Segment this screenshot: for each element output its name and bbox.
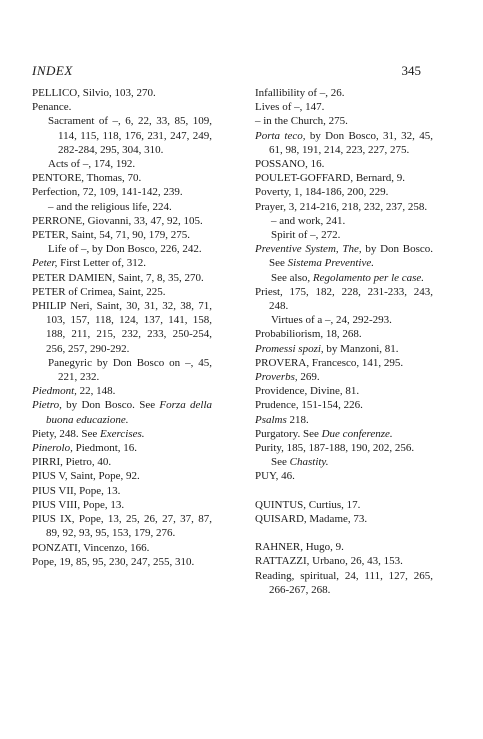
index-entry [32, 285, 212, 299]
index-subentry [32, 157, 212, 171]
letter-gap [255, 526, 433, 540]
entry-text: PENTORE, Thomas, 70. [32, 172, 142, 185]
index-subentry [32, 200, 212, 214]
entry-text: – in the Church, 275. [255, 115, 348, 128]
index-subentry [255, 214, 433, 228]
entry-text: 22, 148. [76, 385, 116, 398]
index-subentry [255, 313, 433, 327]
index-subentry [32, 242, 212, 256]
entry-text: Sacrament of –, 6, 22, 33, 85, 109, 114, 115, 118, 176, 231, 247, 249, 282-284, 295, 304, 310. [48, 115, 212, 156]
entry-text: PIUS VII, Pope, 13. [32, 484, 121, 497]
running-header: INDEX [32, 63, 73, 78]
index-entry [32, 427, 212, 441]
index-entry [32, 185, 212, 199]
index-column-right [255, 86, 433, 597]
entry-text: PROVERA, Francesco, 141, 295. [255, 356, 404, 369]
index-entry [255, 285, 433, 313]
index-entry [32, 384, 212, 398]
index-entry [255, 171, 433, 185]
index-entry [32, 398, 212, 426]
entry-text: PUY, 46. [255, 470, 295, 483]
entry-text: PETER, Saint, 54, 71, 90, 179, 275. [32, 229, 190, 242]
entry-text: by Manzoni, 81. [323, 342, 399, 355]
entry-text: Reading, spiritual, 24, 111, 127, 265, 266-267, 268. [255, 569, 433, 596]
index-entry [255, 469, 433, 483]
index-entry [255, 157, 433, 171]
entry-title-italic: Peter, [32, 257, 58, 270]
index-entry [255, 356, 433, 370]
index-entry [32, 541, 212, 555]
index-entry [255, 86, 433, 100]
entry-text: Pope, 19, 85, 95, 230, 247, 255, 310. [32, 555, 195, 568]
entry-text: Perfection, 72, 109, 141-142, 239. [32, 186, 183, 199]
entry-title-italic: Promessi spozi, [255, 342, 324, 355]
entry-text: Panegyric by Don Bosco on –, 45, 221, 232. [48, 356, 212, 384]
index-entry [32, 484, 212, 498]
entry-text: PETER DAMIEN, Saint, 7, 8, 35, 270. [32, 271, 204, 284]
page-number: 345 [401, 63, 421, 78]
entry-text: PHILIP Neri, Saint, 30, 31, 32, 38, 71, 103, 157, 118, 124, 137, 141, 158, 188, 211, 215, 232, 233, 250-254, 256, 257, 290-292. [32, 300, 212, 355]
entry-title-italic: Porta teco, [255, 129, 306, 142]
entry-text: Prudence, 151-154, 226. [255, 399, 363, 412]
index-subentry [255, 271, 433, 285]
index-entry [32, 512, 212, 540]
entry-text: Spirit of –, 272. [271, 229, 341, 242]
entry-text: See [271, 456, 290, 469]
entry-text: 269. [297, 371, 320, 384]
index-entry [255, 342, 433, 356]
index-entry [255, 569, 433, 597]
entry-title-italic: Psalms [255, 413, 287, 426]
entry-text: RAHNER, Hugo, 9. [255, 541, 344, 554]
entry-text: POSSANO, 16. [255, 158, 325, 171]
index-subentry [32, 114, 212, 157]
index-entry [32, 228, 212, 242]
index-entry [255, 129, 433, 157]
index-entry [32, 299, 212, 356]
index-entry [255, 200, 433, 214]
entry-text: QUISARD, Madame, 73. [255, 512, 368, 525]
index-entry [255, 498, 433, 512]
index-entry [255, 427, 433, 441]
cross-reference-italic: Exercises. [100, 427, 145, 440]
index-entry [255, 413, 433, 427]
letter-gap [255, 484, 433, 498]
entry-text: Lives of –, 147. [255, 101, 325, 114]
cross-reference-italic: Forza della buona educazione. [46, 399, 212, 426]
entry-text: Infallibility of –, 26. [255, 87, 345, 99]
entry-text: Purity, 185, 187-188, 190, 202, 256. [255, 442, 415, 455]
index-entry [32, 498, 212, 512]
entry-text: Piedmont, 16. [72, 442, 138, 455]
entry-text: Poverty, 1, 184-186, 200, 229. [255, 186, 389, 199]
entry-text: PIUS V, Saint, Pope, 92. [32, 470, 140, 483]
index-entry [255, 441, 433, 455]
index-subentry [255, 455, 433, 469]
entry-text: POULET-GOFFARD, Bernard, 9. [255, 172, 406, 185]
entry-title-italic: Preventive System, The, [255, 243, 362, 256]
entry-text: – and work, 241. [271, 214, 346, 227]
entry-text: 218. [286, 413, 309, 426]
entry-text: Acts of –, 174, 192. [48, 158, 136, 171]
entry-text: See also, [271, 271, 313, 284]
entry-text: Life of –, by Don Bosco, 226, 242. [48, 243, 202, 256]
entry-title-italic: Piedmont, [32, 385, 77, 398]
entry-text: QUINTUS, Curtius, 17. [255, 498, 361, 511]
entry-text: Piety, 248. See [32, 427, 101, 440]
index-entry [255, 327, 433, 341]
index-entry [32, 271, 212, 285]
entry-text: PIUS VIII, Pope, 13. [32, 498, 125, 511]
index-entry [255, 554, 433, 568]
index-entry [32, 171, 212, 185]
entry-text: Virtues of a –, 24, 292-293. [271, 314, 392, 327]
entry-text: PONZATI, Vincenzo, 166. [32, 541, 150, 554]
entry-text: by Don Bosco. See [269, 243, 433, 270]
index-entry [255, 185, 433, 199]
entry-text: by Don Bosco. See [61, 399, 160, 412]
entry-text: Prayer, 3, 214-216, 218, 232, 237, 258. [255, 200, 428, 213]
entry-text: by Don Bosco, 31, 32, 45, 61, 98, 191, 214, 223, 227, 275. [269, 129, 433, 156]
index-entry [32, 455, 212, 469]
index-entry [32, 469, 212, 483]
cross-reference-italic: Regolamento per le case. [312, 271, 425, 284]
cross-reference-italic: Due conferenze. [321, 427, 393, 440]
index-subentry [255, 228, 433, 242]
entry-text: First Letter of, 312. [57, 257, 146, 270]
index-entry [255, 512, 433, 526]
index-subentry [32, 356, 212, 384]
entry-text: PIRRI, Pietro, 40. [32, 456, 112, 469]
entry-title-italic: Proverbs, [255, 371, 298, 384]
index-entry [255, 114, 433, 128]
index-entry [255, 540, 433, 554]
cross-reference-italic: Chastity. [289, 456, 329, 469]
entry-text: Probabiliorism, 18, 268. [255, 328, 362, 341]
index-entry [255, 100, 433, 114]
entry-text: PERRONE, Giovanni, 33, 47, 92, 105. [32, 214, 203, 227]
entry-text: PELLICO, Silvio, 103, 270. [32, 87, 156, 99]
index-entry [32, 555, 212, 569]
entry-text: PIUS IX, Pope, 13, 25, 26, 27, 37, 87, 89, 92, 93, 95, 153, 179, 276. [32, 513, 212, 540]
entry-text: Providence, Divine, 81. [255, 385, 360, 398]
index-entry [32, 86, 212, 100]
entry-title-italic: Pietro, [32, 399, 62, 412]
index-entry [32, 214, 212, 228]
entry-text: – and the religious life, 224. [48, 200, 172, 213]
entry-text: RATTAZZI, Urbano, 26, 43, 153. [255, 555, 403, 568]
index-entry [255, 242, 433, 270]
cross-reference-italic: Sistema Preventive. [287, 257, 374, 270]
entry-text: Purgatory. See [255, 427, 322, 440]
index-entry [255, 384, 433, 398]
entry-text: Penance. [32, 101, 72, 114]
index-entry [32, 256, 212, 270]
index-column-left [32, 86, 212, 569]
entry-title-italic: Pinerolo, [32, 442, 73, 455]
entry-text: Priest, 175, 182, 228, 231-233, 243, 248. [255, 285, 433, 313]
index-entry [32, 441, 212, 455]
entry-text: PETER of Crimea, Saint, 225. [32, 285, 166, 298]
index-entry [32, 100, 212, 114]
index-entry [255, 398, 433, 412]
index-entry [255, 370, 433, 384]
